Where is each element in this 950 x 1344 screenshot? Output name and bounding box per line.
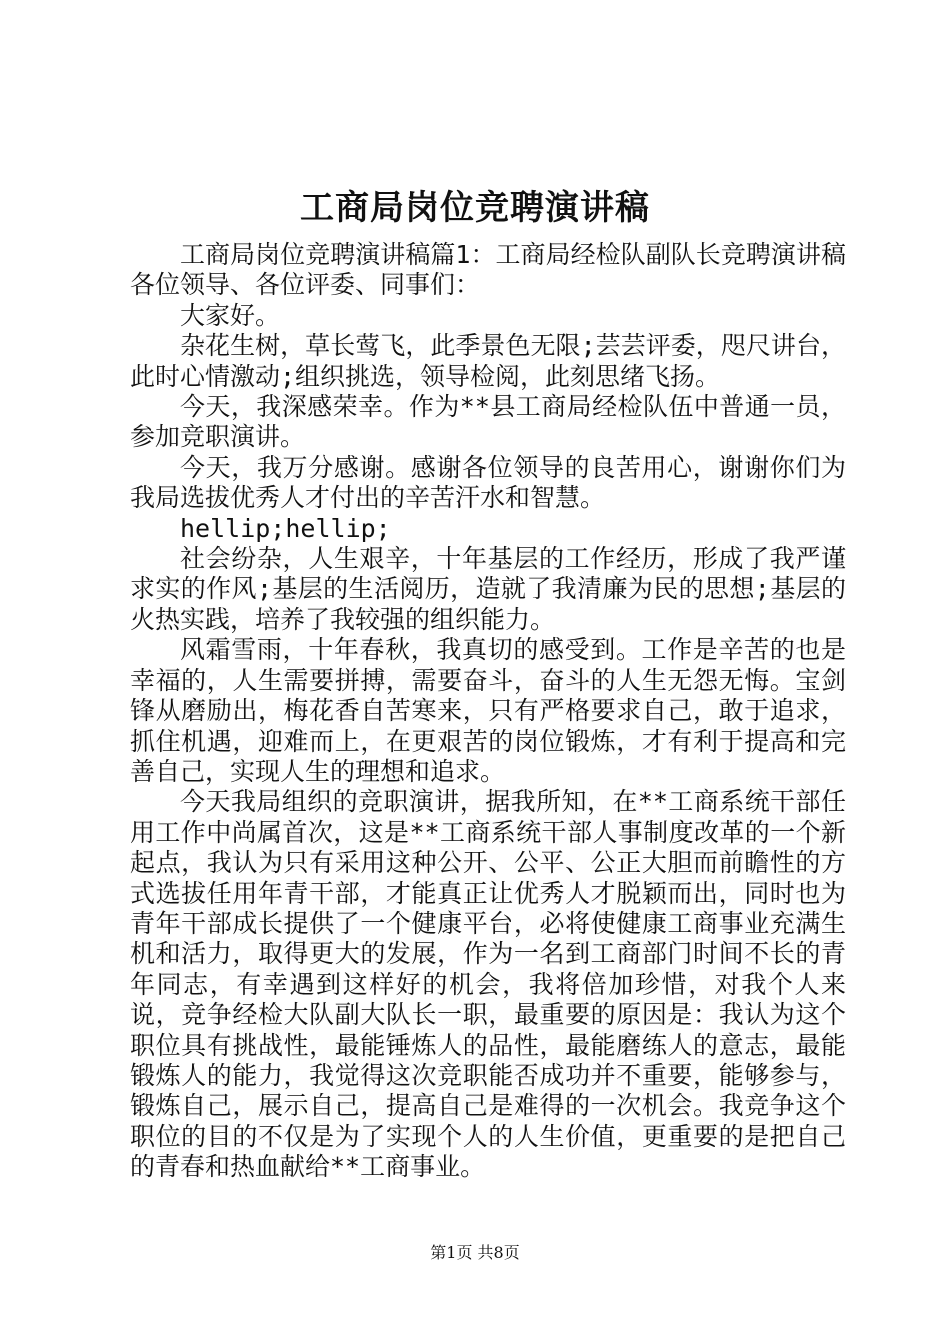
paragraph-experience: 社会纷杂，人生艰辛，十年基层的工作经历，形成了我严谨求实的作风;基层的生活阅历，造就了我清廉为民的思想;基层的火热实践，培养了我较强的组织能力。 <box>130 544 846 634</box>
document-body <box>130 240 846 1183</box>
paragraph-reflection: 风霜雪雨，十年春秋，我真切的感受到。工作是辛苦的也是幸福的，人生需要拼搏，需要奋斗，奋斗的人生无怨无悔。宝剑锋从磨励出，梅花香自苦寒来，只有严格要求自己，敢于追求，抓住机遇，迎难而上，在更艰苦的岗位锻炼，才有利于提高和完善自己，实现人生的理想和追求。 <box>130 635 846 786</box>
document-title: 工商局岗位竞聘演讲稿 <box>300 188 650 228</box>
page-number-footer: 第1页 共8页 <box>430 1243 520 1262</box>
paragraph-scenery: 杂花生树，草长莺飞，此季景色无限;芸芸评委，咫尺讲台，此时心情激动;组织挑选，领导检阅，此刻思绪飞扬。 <box>130 331 846 391</box>
paragraph-intro: 工商局岗位竞聘演讲稿篇1：工商局经检队副队长竞聘演讲稿各位领导、各位评委、同事们： <box>130 240 846 300</box>
paragraph-greeting: 大家好。 <box>180 300 281 330</box>
paragraph-motivation: 今天我局组织的竞职演讲，据我所知，在**工商系统干部任用工作中尚属首次，这是**工商系统干部人事制度改革的一个新起点，我认为只有采用这种公开、公平、公正大胆而前瞻性的方式选拔任用年青干部，才能真正让优秀人才脱颖而出，同时也为青年干部成长提供了一个健康平台，必将使健康工商事业充满生机和活力，取得更大的发展，作为一名到工商部门时间不长的青年同志，有幸遇到这样好的机会，我将倍加珍惜，对我个人来说，竞争经检大队副大队长一职，最重要的原因是：我认为这个职位具有挑战性，最能锤炼人的品性，最能磨练人的意志，最能锻炼人的能力，我觉得这次竞职能否成功并不重要，能够参与，锻炼自己，展示自己，提高自己是难得的一次机会。我竞争这个职位的目的不仅是为了实现个人的人生价值，更重要的是把自己的青春和热血献给**工商事业。 <box>130 787 846 1182</box>
paragraph-ellipsis: hellip;hellip; <box>180 513 391 543</box>
paragraph-honored: 今天，我深感荣幸。作为**县工商局经检队伍中普通一员，参加竞职演讲。 <box>130 392 846 452</box>
paragraph-thanks: 今天，我万分感谢。感谢各位领导的良苦用心，谢谢你们为我局选拔优秀人才付出的辛苦汗水和智慧。 <box>130 452 846 513</box>
